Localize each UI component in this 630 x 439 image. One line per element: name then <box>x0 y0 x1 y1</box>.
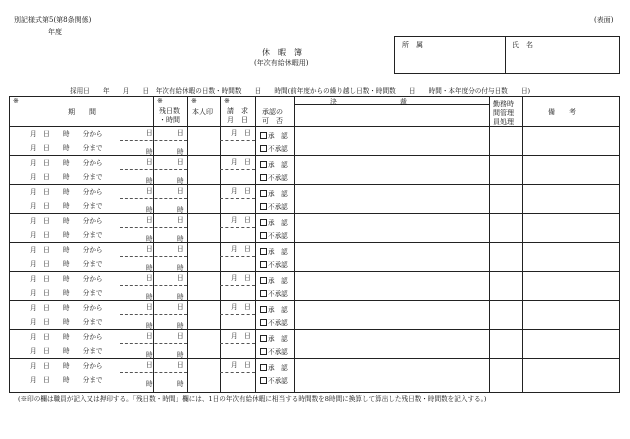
request-date[interactable]: 月 日 <box>231 361 251 369</box>
checkbox-icon[interactable] <box>260 190 267 197</box>
checkbox-icon[interactable] <box>260 232 267 239</box>
col-personal-seal: 本人印 <box>192 108 213 116</box>
period-to[interactable]: 月 日 時 分まで <box>30 289 103 297</box>
approve-checkbox[interactable]: 承 認 <box>260 217 288 227</box>
remaining-hour-label: 時 <box>177 206 184 214</box>
dept-name-box <box>394 36 620 74</box>
col-period: 期 間 <box>68 108 96 116</box>
leave-info-line: 採用日 年 月 日 年次有給休暇の日数・時間数 日 時間(前年度からの繰り越し日数・時間数 日 時間・本年度分の付与日数 日) <box>70 87 531 95</box>
hour-label: 時 <box>146 380 153 388</box>
request-date[interactable]: 月 日 <box>231 274 251 282</box>
dept-label: 所 属 <box>402 41 423 49</box>
approve-checkbox[interactable]: 承 認 <box>260 333 288 343</box>
remaining-hour-label: 時 <box>177 264 184 272</box>
remaining-day-label: 日 <box>177 129 184 137</box>
period-to[interactable]: 月 日 時 分まで <box>30 318 103 326</box>
mark-period: ※ <box>13 97 19 105</box>
request-date[interactable]: 月 日 <box>231 216 251 224</box>
day-label: 日 <box>146 216 153 224</box>
day-label: 日 <box>146 361 153 369</box>
hour-label: 時 <box>146 293 153 301</box>
remaining-day-label: 日 <box>177 187 184 195</box>
request-date[interactable]: 月 日 <box>231 158 251 166</box>
col-manager-1: 勤務時 <box>493 100 514 108</box>
footer-note: (※印の欄は職員が記入又は押印する。「残日数・時間」欄には、1日の年次有給休暇に相当する時間数を8時間に換算して算出した残日数・時間数を記入する。) <box>18 395 487 403</box>
period-from[interactable]: 月 日 時 分から <box>30 130 103 138</box>
reject-checkbox[interactable]: 不承認 <box>260 201 288 211</box>
period-from[interactable]: 月 日 時 分から <box>30 159 103 167</box>
form-title: 休 暇 簿 <box>262 48 302 57</box>
hour-label: 時 <box>146 148 153 156</box>
reject-checkbox[interactable]: 不承認 <box>260 230 288 240</box>
period-from[interactable]: 月 日 時 分から <box>30 362 103 370</box>
request-date[interactable]: 月 日 <box>231 303 251 311</box>
remaining-day-label: 日 <box>177 332 184 340</box>
reject-checkbox[interactable]: 不承認 <box>260 375 288 385</box>
remaining-day-label: 日 <box>177 158 184 166</box>
mark-request: ※ <box>224 97 230 105</box>
checkbox-icon[interactable] <box>260 377 267 384</box>
approve-checkbox[interactable]: 承 認 <box>260 304 288 314</box>
checkbox-icon[interactable] <box>260 174 267 181</box>
period-to[interactable]: 月 日 時 分まで <box>30 231 103 239</box>
period-from[interactable]: 月 日 時 分から <box>30 246 103 254</box>
reject-checkbox[interactable]: 不承認 <box>260 172 288 182</box>
checkbox-icon[interactable] <box>260 261 267 268</box>
day-label: 日 <box>146 187 153 195</box>
reject-checkbox[interactable]: 不承認 <box>260 317 288 327</box>
request-date[interactable]: 月 日 <box>231 245 251 253</box>
checkbox-icon[interactable] <box>260 203 267 210</box>
col-request-top: 請 求 <box>227 107 248 115</box>
col-remarks: 備 考 <box>548 108 576 116</box>
remaining-day-label: 日 <box>177 361 184 369</box>
remaining-hour-label: 時 <box>177 322 184 330</box>
col-request-bottom: 月 日 <box>227 116 248 124</box>
period-to[interactable]: 月 日 時 分まで <box>30 376 103 384</box>
checkbox-icon[interactable] <box>260 319 267 326</box>
remaining-hour-label: 時 <box>177 177 184 185</box>
request-date[interactable]: 月 日 <box>231 187 251 195</box>
col-manager-3: 員処理 <box>493 118 514 126</box>
request-date[interactable]: 月 日 <box>231 332 251 340</box>
remaining-hour-label: 時 <box>177 380 184 388</box>
period-from[interactable]: 月 日 時 分から <box>30 304 103 312</box>
remaining-hour-label: 時 <box>177 351 184 359</box>
period-from[interactable]: 月 日 時 分から <box>30 188 103 196</box>
checkbox-icon[interactable] <box>260 161 267 168</box>
checkbox-icon[interactable] <box>260 364 267 371</box>
day-label: 日 <box>146 303 153 311</box>
checkbox-icon[interactable] <box>260 145 267 152</box>
period-from[interactable]: 月 日 時 分から <box>30 217 103 225</box>
name-label: 氏 名 <box>512 41 533 49</box>
col-approval-bottom: 可 否 <box>262 117 283 125</box>
remaining-hour-label: 時 <box>177 148 184 156</box>
checkbox-icon[interactable] <box>260 248 267 255</box>
checkbox-icon[interactable] <box>260 290 267 297</box>
approve-checkbox[interactable]: 承 認 <box>260 362 288 372</box>
reject-checkbox[interactable]: 不承認 <box>260 288 288 298</box>
checkbox-icon[interactable] <box>260 219 267 226</box>
period-from[interactable]: 月 日 時 分から <box>30 275 103 283</box>
day-label: 日 <box>146 274 153 282</box>
col-approval-top: 承認の <box>262 108 283 116</box>
approve-checkbox[interactable]: 承 認 <box>260 246 288 256</box>
checkbox-icon[interactable] <box>260 335 267 342</box>
col-remaining-top: 残日数 <box>159 107 180 115</box>
period-to[interactable]: 月 日 時 分まで <box>30 144 103 152</box>
checkbox-icon[interactable] <box>260 132 267 139</box>
col-decision: 決 裁 <box>330 98 407 106</box>
hour-label: 時 <box>146 177 153 185</box>
remaining-day-label: 日 <box>177 274 184 282</box>
mark-seal: ※ <box>191 97 197 105</box>
request-date[interactable]: 月 日 <box>231 129 251 137</box>
hour-label: 時 <box>146 351 153 359</box>
day-label: 日 <box>146 158 153 166</box>
col-manager-2: 間管理 <box>493 109 514 117</box>
checkbox-icon[interactable] <box>260 306 267 313</box>
remaining-hour-label: 時 <box>177 293 184 301</box>
day-label: 日 <box>146 332 153 340</box>
reject-checkbox[interactable]: 不承認 <box>260 143 288 153</box>
form-subtitle: (年次有給休暇用) <box>254 59 309 67</box>
mark-remaining: ※ <box>157 97 163 105</box>
col-remaining-bottom: ・時間 <box>159 116 180 124</box>
period-to[interactable]: 月 日 時 分まで <box>30 173 103 181</box>
period-to[interactable]: 月 日 時 分まで <box>30 260 103 268</box>
hour-label: 時 <box>146 322 153 330</box>
form-id: 別記様式第5(第8条関係) <box>14 16 92 24</box>
remaining-day-label: 日 <box>177 216 184 224</box>
approve-checkbox[interactable]: 承 認 <box>260 275 288 285</box>
reject-checkbox[interactable]: 不承認 <box>260 259 288 269</box>
checkbox-icon[interactable] <box>260 348 267 355</box>
hour-label: 時 <box>146 206 153 214</box>
period-from[interactable]: 月 日 時 分から <box>30 333 103 341</box>
day-label: 日 <box>146 245 153 253</box>
approve-checkbox[interactable]: 承 認 <box>260 130 288 140</box>
hour-label: 時 <box>146 235 153 243</box>
hour-label: 時 <box>146 264 153 272</box>
approve-checkbox[interactable]: 承 認 <box>260 188 288 198</box>
reject-checkbox[interactable]: 不承認 <box>260 346 288 356</box>
period-to[interactable]: 月 日 時 分まで <box>30 347 103 355</box>
remaining-day-label: 日 <box>177 303 184 311</box>
side-label: (表面) <box>594 16 614 24</box>
checkbox-icon[interactable] <box>260 277 267 284</box>
approve-checkbox[interactable]: 承 認 <box>260 159 288 169</box>
remaining-hour-label: 時 <box>177 235 184 243</box>
remaining-day-label: 日 <box>177 245 184 253</box>
day-label: 日 <box>146 129 153 137</box>
fiscal-year: 年度 <box>48 28 62 36</box>
period-to[interactable]: 月 日 時 分まで <box>30 202 103 210</box>
